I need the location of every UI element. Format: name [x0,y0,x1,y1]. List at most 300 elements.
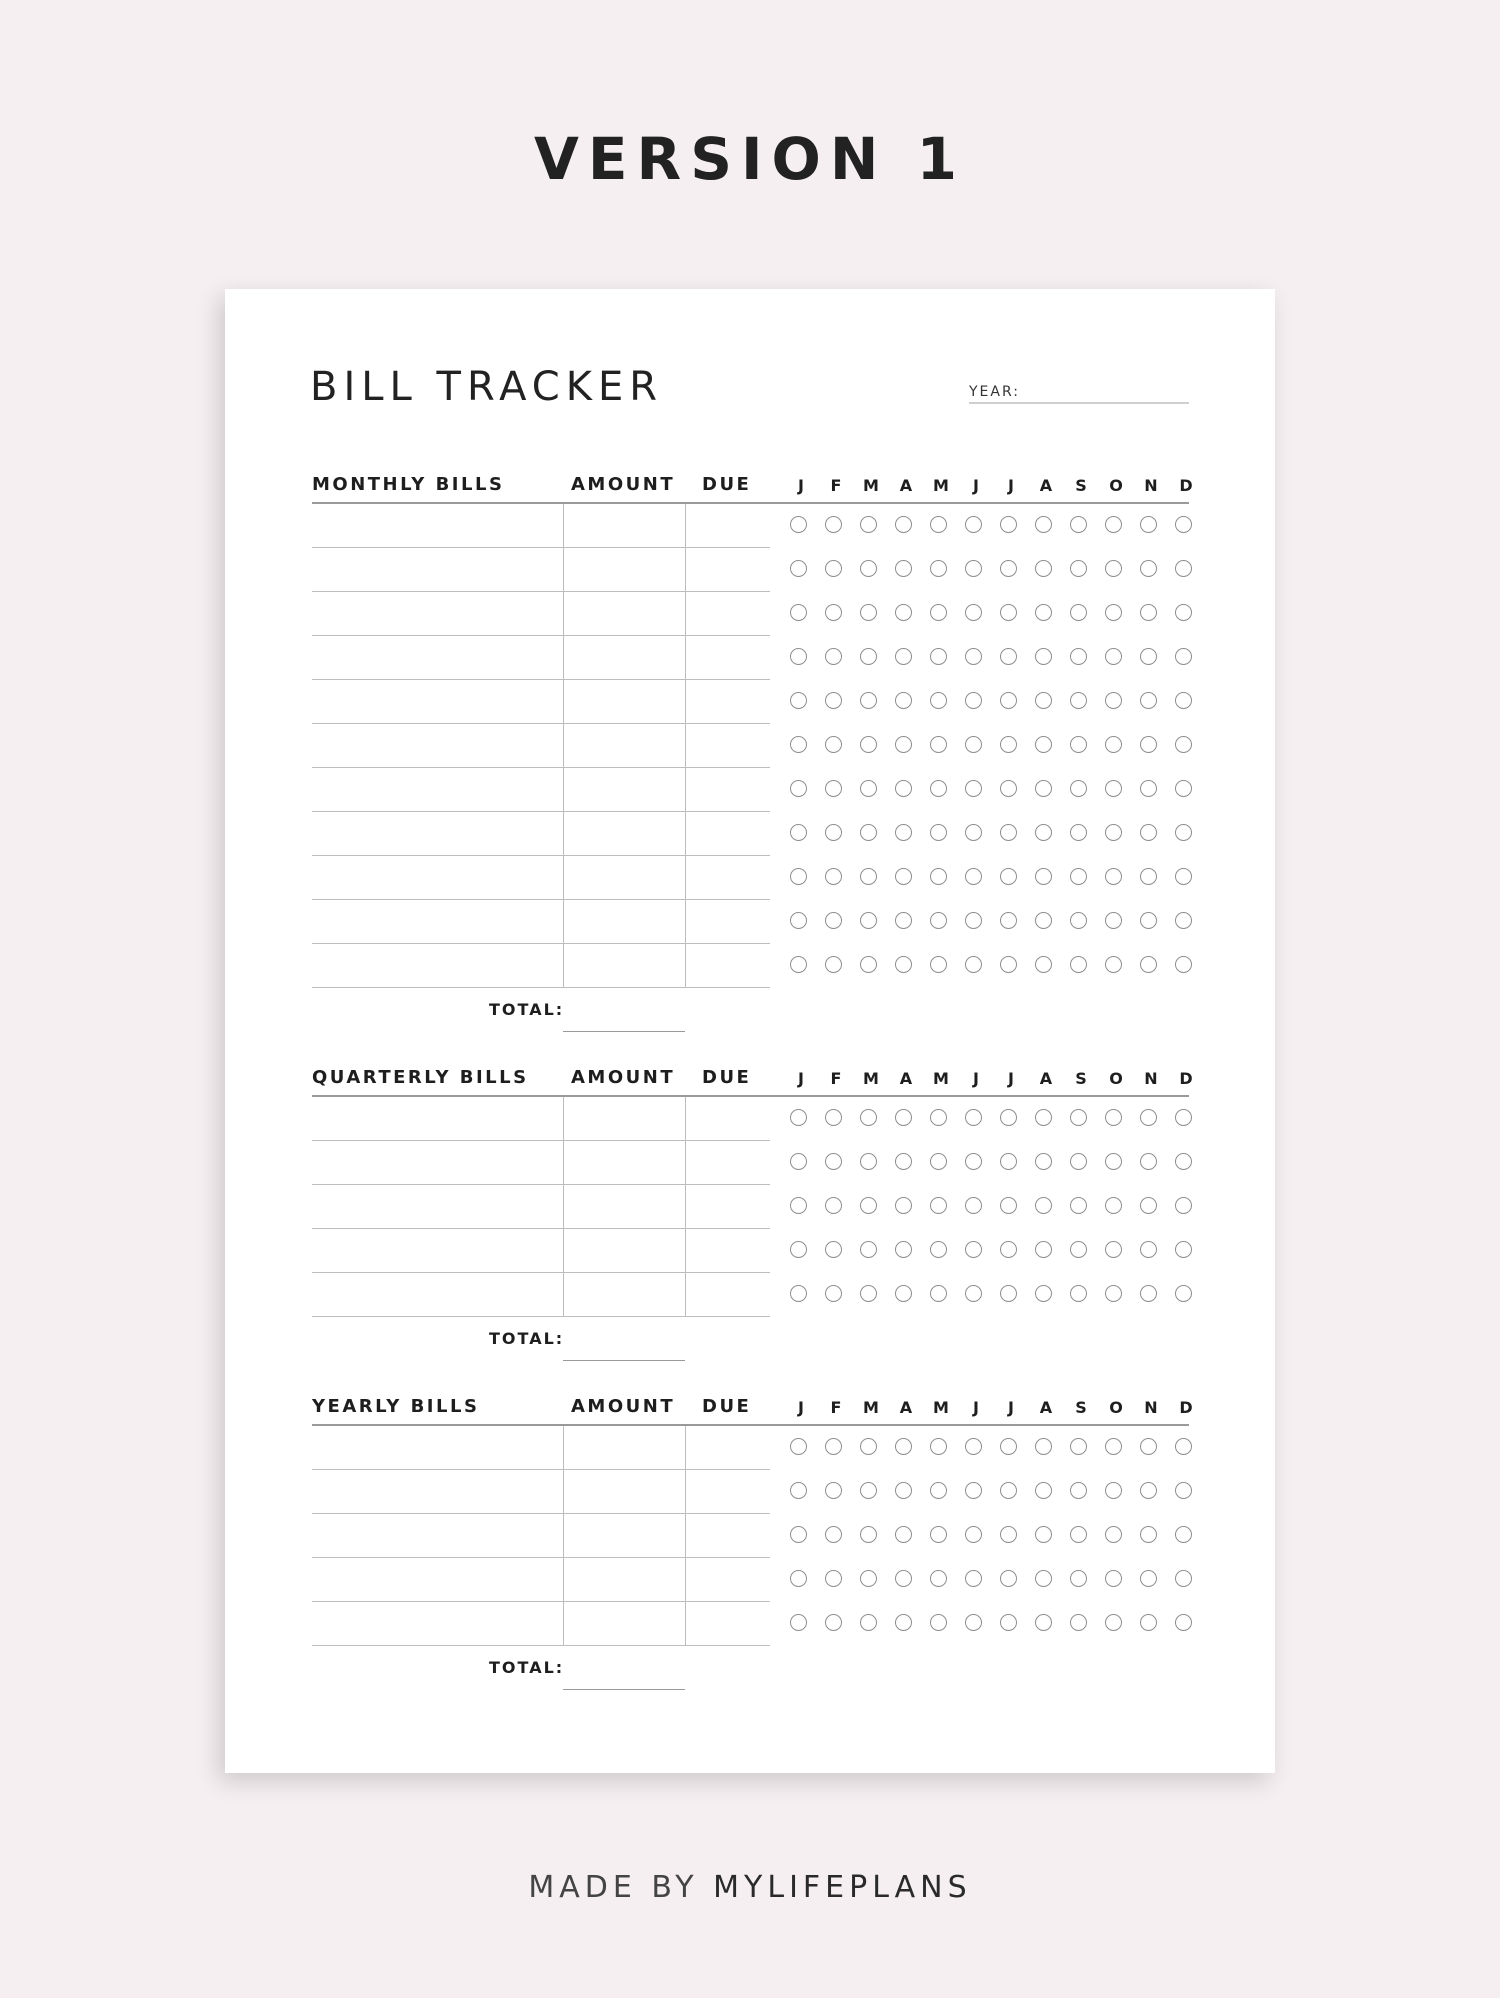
paid-checkbox[interactable] [1000,868,1017,885]
paid-checkbox[interactable] [895,692,912,709]
paid-checkbox[interactable] [825,1438,842,1455]
paid-checkbox[interactable] [930,1614,947,1631]
paid-checkbox[interactable] [930,604,947,621]
paid-checkbox[interactable] [1070,736,1087,753]
paid-checkbox[interactable] [790,560,807,577]
paid-checkbox[interactable] [1140,1109,1157,1126]
paid-checkbox[interactable] [1000,648,1017,665]
paid-checkbox[interactable] [860,736,877,753]
paid-checkbox[interactable] [1105,780,1122,797]
paid-checkbox[interactable] [1070,604,1087,621]
paid-checkbox[interactable] [930,648,947,665]
paid-checkbox[interactable] [965,912,982,929]
paid-checkbox[interactable] [895,604,912,621]
month-header: F [830,476,842,495]
column-divider [685,1141,686,1185]
amount-field[interactable] [563,1645,685,1646]
paid-checkbox[interactable] [1000,1109,1017,1126]
section-yearly [312,1393,1193,1706]
paid-checkbox[interactable] [895,1153,912,1170]
paid-checkbox[interactable] [825,1109,842,1126]
footer-prefix: MADE BY [528,1870,699,1905]
paid-checkbox[interactable] [825,1526,842,1543]
bill-name-field[interactable] [312,1316,563,1317]
paid-checkbox[interactable] [860,1526,877,1543]
column-divider [685,1514,686,1558]
paid-checkbox[interactable] [825,648,842,665]
month-header: A [899,476,913,495]
paid-checkbox[interactable] [1175,648,1192,665]
paid-checkbox[interactable] [1070,1438,1087,1455]
paid-checkbox[interactable] [860,560,877,577]
month-header: O [1109,476,1123,495]
paid-checkbox[interactable] [1105,1109,1122,1126]
paid-checkbox[interactable] [790,1197,807,1214]
paid-checkbox[interactable] [825,1614,842,1631]
column-divider [563,680,564,724]
paid-checkbox[interactable] [860,1614,877,1631]
paid-checkbox[interactable] [1070,692,1087,709]
total-input-line[interactable] [563,1360,685,1361]
paid-checkbox[interactable] [930,1197,947,1214]
paid-checkbox[interactable] [895,1109,912,1126]
paid-checkbox[interactable] [1035,1153,1052,1170]
paid-checkbox[interactable] [930,824,947,841]
paid-checkbox[interactable] [1000,1438,1017,1455]
paid-checkbox[interactable] [860,824,877,841]
paid-checkbox[interactable] [790,780,807,797]
paid-checkbox[interactable] [930,516,947,533]
paid-checkbox[interactable] [1140,868,1157,885]
due-column-header: DUE [702,474,752,495]
paid-checkbox[interactable] [895,912,912,929]
paid-checkbox[interactable] [1070,1285,1087,1302]
paid-checkbox[interactable] [825,560,842,577]
paid-checkbox[interactable] [1175,1109,1192,1126]
paid-checkbox[interactable] [1035,1241,1052,1258]
paid-checkbox[interactable] [1175,868,1192,885]
total-label: TOTAL: [489,1329,565,1348]
column-divider [685,680,686,724]
paid-checkbox[interactable] [930,560,947,577]
amount-field[interactable] [563,1316,685,1317]
paid-checkbox[interactable] [930,956,947,973]
paid-checkbox[interactable] [1000,604,1017,621]
column-divider [685,1097,686,1141]
section-title: MONTHLY BILLS [312,474,505,495]
paid-checkbox[interactable] [790,1614,807,1631]
paid-checkbox[interactable] [1035,1570,1052,1587]
paid-checkbox[interactable] [1035,516,1052,533]
paid-checkbox[interactable] [965,648,982,665]
paid-checkbox[interactable] [930,1109,947,1126]
paid-checkbox[interactable] [930,1241,947,1258]
due-field[interactable] [685,1645,770,1646]
paid-checkbox[interactable] [895,1482,912,1499]
paid-checkbox[interactable] [1035,1438,1052,1455]
paid-checkbox[interactable] [1175,1438,1192,1455]
paid-checkbox[interactable] [930,1438,947,1455]
paid-checkbox[interactable] [1035,560,1052,577]
paid-checkbox[interactable] [1175,1285,1192,1302]
paid-checkbox[interactable] [1070,1526,1087,1543]
paid-checkbox[interactable] [1035,1285,1052,1302]
paid-checkbox[interactable] [1140,1570,1157,1587]
paid-checkbox[interactable] [895,956,912,973]
column-divider [685,724,686,768]
paid-checkbox[interactable] [1000,1197,1017,1214]
column-divider [563,1602,564,1646]
paid-checkbox[interactable] [895,560,912,577]
paid-checkbox[interactable] [930,1153,947,1170]
paid-checkbox[interactable] [860,692,877,709]
paid-checkbox[interactable] [1140,824,1157,841]
paid-checkbox[interactable] [1000,1285,1017,1302]
paid-checkbox[interactable] [965,1526,982,1543]
paid-checkbox[interactable] [965,1153,982,1170]
paid-checkbox[interactable] [1105,1614,1122,1631]
paid-checkbox[interactable] [790,736,807,753]
paid-checkbox[interactable] [1140,1153,1157,1170]
paid-checkbox[interactable] [1175,824,1192,841]
paid-checkbox[interactable] [930,1285,947,1302]
paid-checkbox[interactable] [1105,1285,1122,1302]
paid-checkbox[interactable] [1140,1438,1157,1455]
paid-checkbox[interactable] [965,1614,982,1631]
table-row [312,1426,1189,1470]
paid-checkbox[interactable] [1105,1570,1122,1587]
paid-checkbox[interactable] [895,824,912,841]
paid-checkbox[interactable] [1140,956,1157,973]
paid-checkbox[interactable] [1035,604,1052,621]
paid-checkbox[interactable] [1140,1482,1157,1499]
column-divider [685,944,686,988]
paid-checkbox[interactable] [825,912,842,929]
paid-checkbox[interactable] [930,1482,947,1499]
paid-checkbox[interactable] [1070,1570,1087,1587]
paid-checkbox[interactable] [895,516,912,533]
paid-checkbox[interactable] [1035,1526,1052,1543]
paid-checkbox[interactable] [790,692,807,709]
paid-checkbox[interactable] [1105,1153,1122,1170]
paid-checkbox[interactable] [1070,1614,1087,1631]
paid-checkbox[interactable] [895,1614,912,1631]
paid-checkbox[interactable] [1035,868,1052,885]
paid-checkbox[interactable] [1105,604,1122,621]
paid-checkbox[interactable] [1070,868,1087,885]
paid-checkbox[interactable] [825,516,842,533]
paid-checkbox[interactable] [1000,692,1017,709]
paid-checkbox[interactable] [895,736,912,753]
paid-checkbox[interactable] [825,1197,842,1214]
paid-checkbox[interactable] [1000,1241,1017,1258]
paid-checkbox[interactable] [965,824,982,841]
paid-checkbox[interactable] [860,1241,877,1258]
paid-checkbox[interactable] [860,516,877,533]
paid-checkbox[interactable] [860,648,877,665]
paid-checkbox[interactable] [1035,1482,1052,1499]
paid-checkbox[interactable] [965,1241,982,1258]
paid-checkbox[interactable] [860,1438,877,1455]
paid-checkbox[interactable] [1140,1197,1157,1214]
paid-checkbox[interactable] [1105,868,1122,885]
paid-checkbox[interactable] [1000,516,1017,533]
paid-checkbox[interactable] [1070,912,1087,929]
paid-checkbox[interactable] [1035,1197,1052,1214]
paid-checkbox[interactable] [1000,824,1017,841]
paid-checkbox[interactable] [860,1153,877,1170]
paid-checkbox[interactable] [1035,1109,1052,1126]
paid-checkbox[interactable] [790,1285,807,1302]
paid-checkbox[interactable] [1105,1197,1122,1214]
paid-checkbox[interactable] [1070,1482,1087,1499]
paid-checkbox[interactable] [825,1241,842,1258]
paid-checkbox[interactable] [1035,1614,1052,1631]
total-input-line[interactable] [563,1031,685,1032]
paid-checkbox[interactable] [965,692,982,709]
paid-checkbox[interactable] [965,516,982,533]
paid-checkbox[interactable] [965,1197,982,1214]
month-header: S [1075,1069,1087,1088]
paid-checkbox[interactable] [790,1570,807,1587]
paid-checkbox[interactable] [1140,648,1157,665]
paid-checkbox[interactable] [1105,692,1122,709]
column-divider [685,1229,686,1273]
paid-checkbox[interactable] [965,560,982,577]
paid-checkbox[interactable] [1105,560,1122,577]
month-header: D [1179,476,1193,495]
paid-checkbox[interactable] [825,956,842,973]
paid-checkbox[interactable] [1175,516,1192,533]
paid-checkbox[interactable] [790,1482,807,1499]
paid-checkbox[interactable] [1175,912,1192,929]
paid-checkbox[interactable] [1000,1614,1017,1631]
paid-checkbox[interactable] [860,604,877,621]
paid-checkbox[interactable] [1000,736,1017,753]
paid-checkbox[interactable] [965,1285,982,1302]
paid-checkbox[interactable] [1070,956,1087,973]
paid-checkbox[interactable] [965,1482,982,1499]
paid-checkbox[interactable] [790,604,807,621]
paid-checkbox[interactable] [895,868,912,885]
paid-checkbox[interactable] [1105,648,1122,665]
column-divider [685,1558,686,1602]
column-divider [563,1097,564,1141]
month-header: A [899,1069,913,1088]
paid-checkbox[interactable] [965,868,982,885]
paid-checkbox[interactable] [1035,692,1052,709]
paid-checkbox[interactable] [895,1526,912,1543]
column-divider [685,812,686,856]
paid-checkbox[interactable] [1175,604,1192,621]
paid-checkbox[interactable] [790,516,807,533]
paid-checkbox[interactable] [825,868,842,885]
due-field[interactable] [685,987,770,988]
paid-checkbox[interactable] [790,868,807,885]
paid-checkbox[interactable] [1000,1482,1017,1499]
paid-checkbox[interactable] [1105,1438,1122,1455]
paid-checkbox[interactable] [1070,780,1087,797]
paid-checkbox[interactable] [1035,912,1052,929]
paid-checkbox[interactable] [825,1482,842,1499]
paid-checkbox[interactable] [860,956,877,973]
paid-checkbox[interactable] [1140,516,1157,533]
paid-checkbox[interactable] [1140,1614,1157,1631]
paid-checkbox[interactable] [1175,1482,1192,1499]
table-row [312,636,1189,680]
table-row [312,1185,1189,1229]
paid-checkbox[interactable] [860,912,877,929]
paid-checkbox[interactable] [1175,956,1192,973]
paid-checkbox[interactable] [1140,1241,1157,1258]
paid-checkbox[interactable] [1035,736,1052,753]
bill-name-field[interactable] [312,987,563,988]
paid-checkbox[interactable] [825,1153,842,1170]
paid-checkbox[interactable] [790,1109,807,1126]
month-header: J [798,476,804,495]
paid-checkbox[interactable] [930,1570,947,1587]
paid-checkbox[interactable] [790,1526,807,1543]
paid-checkbox[interactable] [790,648,807,665]
paid-checkbox[interactable] [1070,560,1087,577]
paid-checkbox[interactable] [790,1241,807,1258]
paid-checkbox[interactable] [1070,1153,1087,1170]
paid-checkbox[interactable] [825,1285,842,1302]
paid-checkbox[interactable] [1070,1197,1087,1214]
paid-checkbox[interactable] [1175,736,1192,753]
paid-checkbox[interactable] [1035,824,1052,841]
paid-checkbox[interactable] [790,824,807,841]
paid-checkbox[interactable] [930,692,947,709]
paid-checkbox[interactable] [1140,912,1157,929]
column-divider [563,944,564,988]
paid-checkbox[interactable] [1105,736,1122,753]
paid-checkbox[interactable] [860,1285,877,1302]
paid-checkbox[interactable] [1035,648,1052,665]
paid-checkbox[interactable] [895,1241,912,1258]
paid-checkbox[interactable] [1140,780,1157,797]
paid-checkbox[interactable] [1175,1570,1192,1587]
paid-checkbox[interactable] [1000,1570,1017,1587]
paid-checkbox[interactable] [825,1570,842,1587]
paid-checkbox[interactable] [1140,736,1157,753]
total-input-line[interactable] [563,1689,685,1690]
paid-checkbox[interactable] [1035,780,1052,797]
paid-checkbox[interactable] [1105,516,1122,533]
paid-checkbox[interactable] [825,604,842,621]
paid-checkbox[interactable] [1105,956,1122,973]
paid-checkbox[interactable] [1175,1197,1192,1214]
paid-checkbox[interactable] [790,956,807,973]
paid-checkbox[interactable] [895,1438,912,1455]
paid-checkbox[interactable] [1105,824,1122,841]
paid-checkbox[interactable] [965,736,982,753]
paid-checkbox[interactable] [965,1570,982,1587]
paid-checkbox[interactable] [1070,1241,1087,1258]
paid-checkbox[interactable] [1140,692,1157,709]
paid-checkbox[interactable] [895,1285,912,1302]
paid-checkbox[interactable] [895,780,912,797]
paid-checkbox[interactable] [825,736,842,753]
paid-checkbox[interactable] [1175,1241,1192,1258]
paid-checkbox[interactable] [1140,604,1157,621]
paid-checkbox[interactable] [1070,648,1087,665]
amount-field[interactable] [563,987,685,988]
paid-checkbox[interactable] [1175,1526,1192,1543]
paid-checkbox[interactable] [965,1109,982,1126]
paid-checkbox[interactable] [1105,1241,1122,1258]
paid-checkbox[interactable] [1070,516,1087,533]
paid-checkbox[interactable] [860,1482,877,1499]
paid-checkbox[interactable] [825,780,842,797]
paid-checkbox[interactable] [1035,956,1052,973]
paid-checkbox[interactable] [1105,912,1122,929]
paid-checkbox[interactable] [1000,1526,1017,1543]
column-divider [685,1426,686,1470]
paid-checkbox[interactable] [930,780,947,797]
paid-checkbox[interactable] [860,780,877,797]
table-row [312,900,1189,944]
paid-checkbox[interactable] [1175,560,1192,577]
paid-checkbox[interactable] [1175,1614,1192,1631]
paid-checkbox[interactable] [825,692,842,709]
paid-checkbox[interactable] [930,868,947,885]
paid-checkbox[interactable] [1175,692,1192,709]
paid-checkbox[interactable] [860,1570,877,1587]
paid-checkbox[interactable] [1000,1153,1017,1170]
paid-checkbox[interactable] [1000,560,1017,577]
paid-checkbox[interactable] [965,780,982,797]
paid-checkbox[interactable] [1140,1285,1157,1302]
paid-checkbox[interactable] [930,736,947,753]
paid-checkbox[interactable] [860,1197,877,1214]
column-divider [563,1141,564,1185]
paid-checkbox[interactable] [790,1153,807,1170]
paid-checkbox[interactable] [1000,956,1017,973]
column-divider [563,636,564,680]
paid-checkbox[interactable] [1000,912,1017,929]
paid-checkbox[interactable] [895,1570,912,1587]
paid-checkbox[interactable] [965,956,982,973]
month-header: F [830,1069,842,1088]
paid-checkbox[interactable] [1175,780,1192,797]
paid-checkbox[interactable] [1140,1526,1157,1543]
bill-name-field[interactable] [312,1645,563,1646]
table-row [312,1141,1189,1185]
paid-checkbox[interactable] [790,1438,807,1455]
paid-checkbox[interactable] [1105,1482,1122,1499]
paid-checkbox[interactable] [790,912,807,929]
paid-checkbox[interactable] [860,1109,877,1126]
year-input-line[interactable] [969,402,1189,404]
paid-checkbox[interactable] [930,1526,947,1543]
paid-checkbox[interactable] [965,1438,982,1455]
paid-checkbox[interactable] [1175,1153,1192,1170]
paid-checkbox[interactable] [1000,780,1017,797]
paid-checkbox[interactable] [895,1197,912,1214]
paid-checkbox[interactable] [895,648,912,665]
paid-checkbox[interactable] [1140,560,1157,577]
paid-checkbox[interactable] [965,604,982,621]
paid-checkbox[interactable] [1070,824,1087,841]
paid-checkbox[interactable] [1105,1526,1122,1543]
paid-checkbox[interactable] [1070,1109,1087,1126]
paid-checkbox[interactable] [860,868,877,885]
paid-checkbox[interactable] [930,912,947,929]
due-field[interactable] [685,1316,770,1317]
paid-checkbox[interactable] [825,824,842,841]
month-header: J [798,1398,804,1417]
